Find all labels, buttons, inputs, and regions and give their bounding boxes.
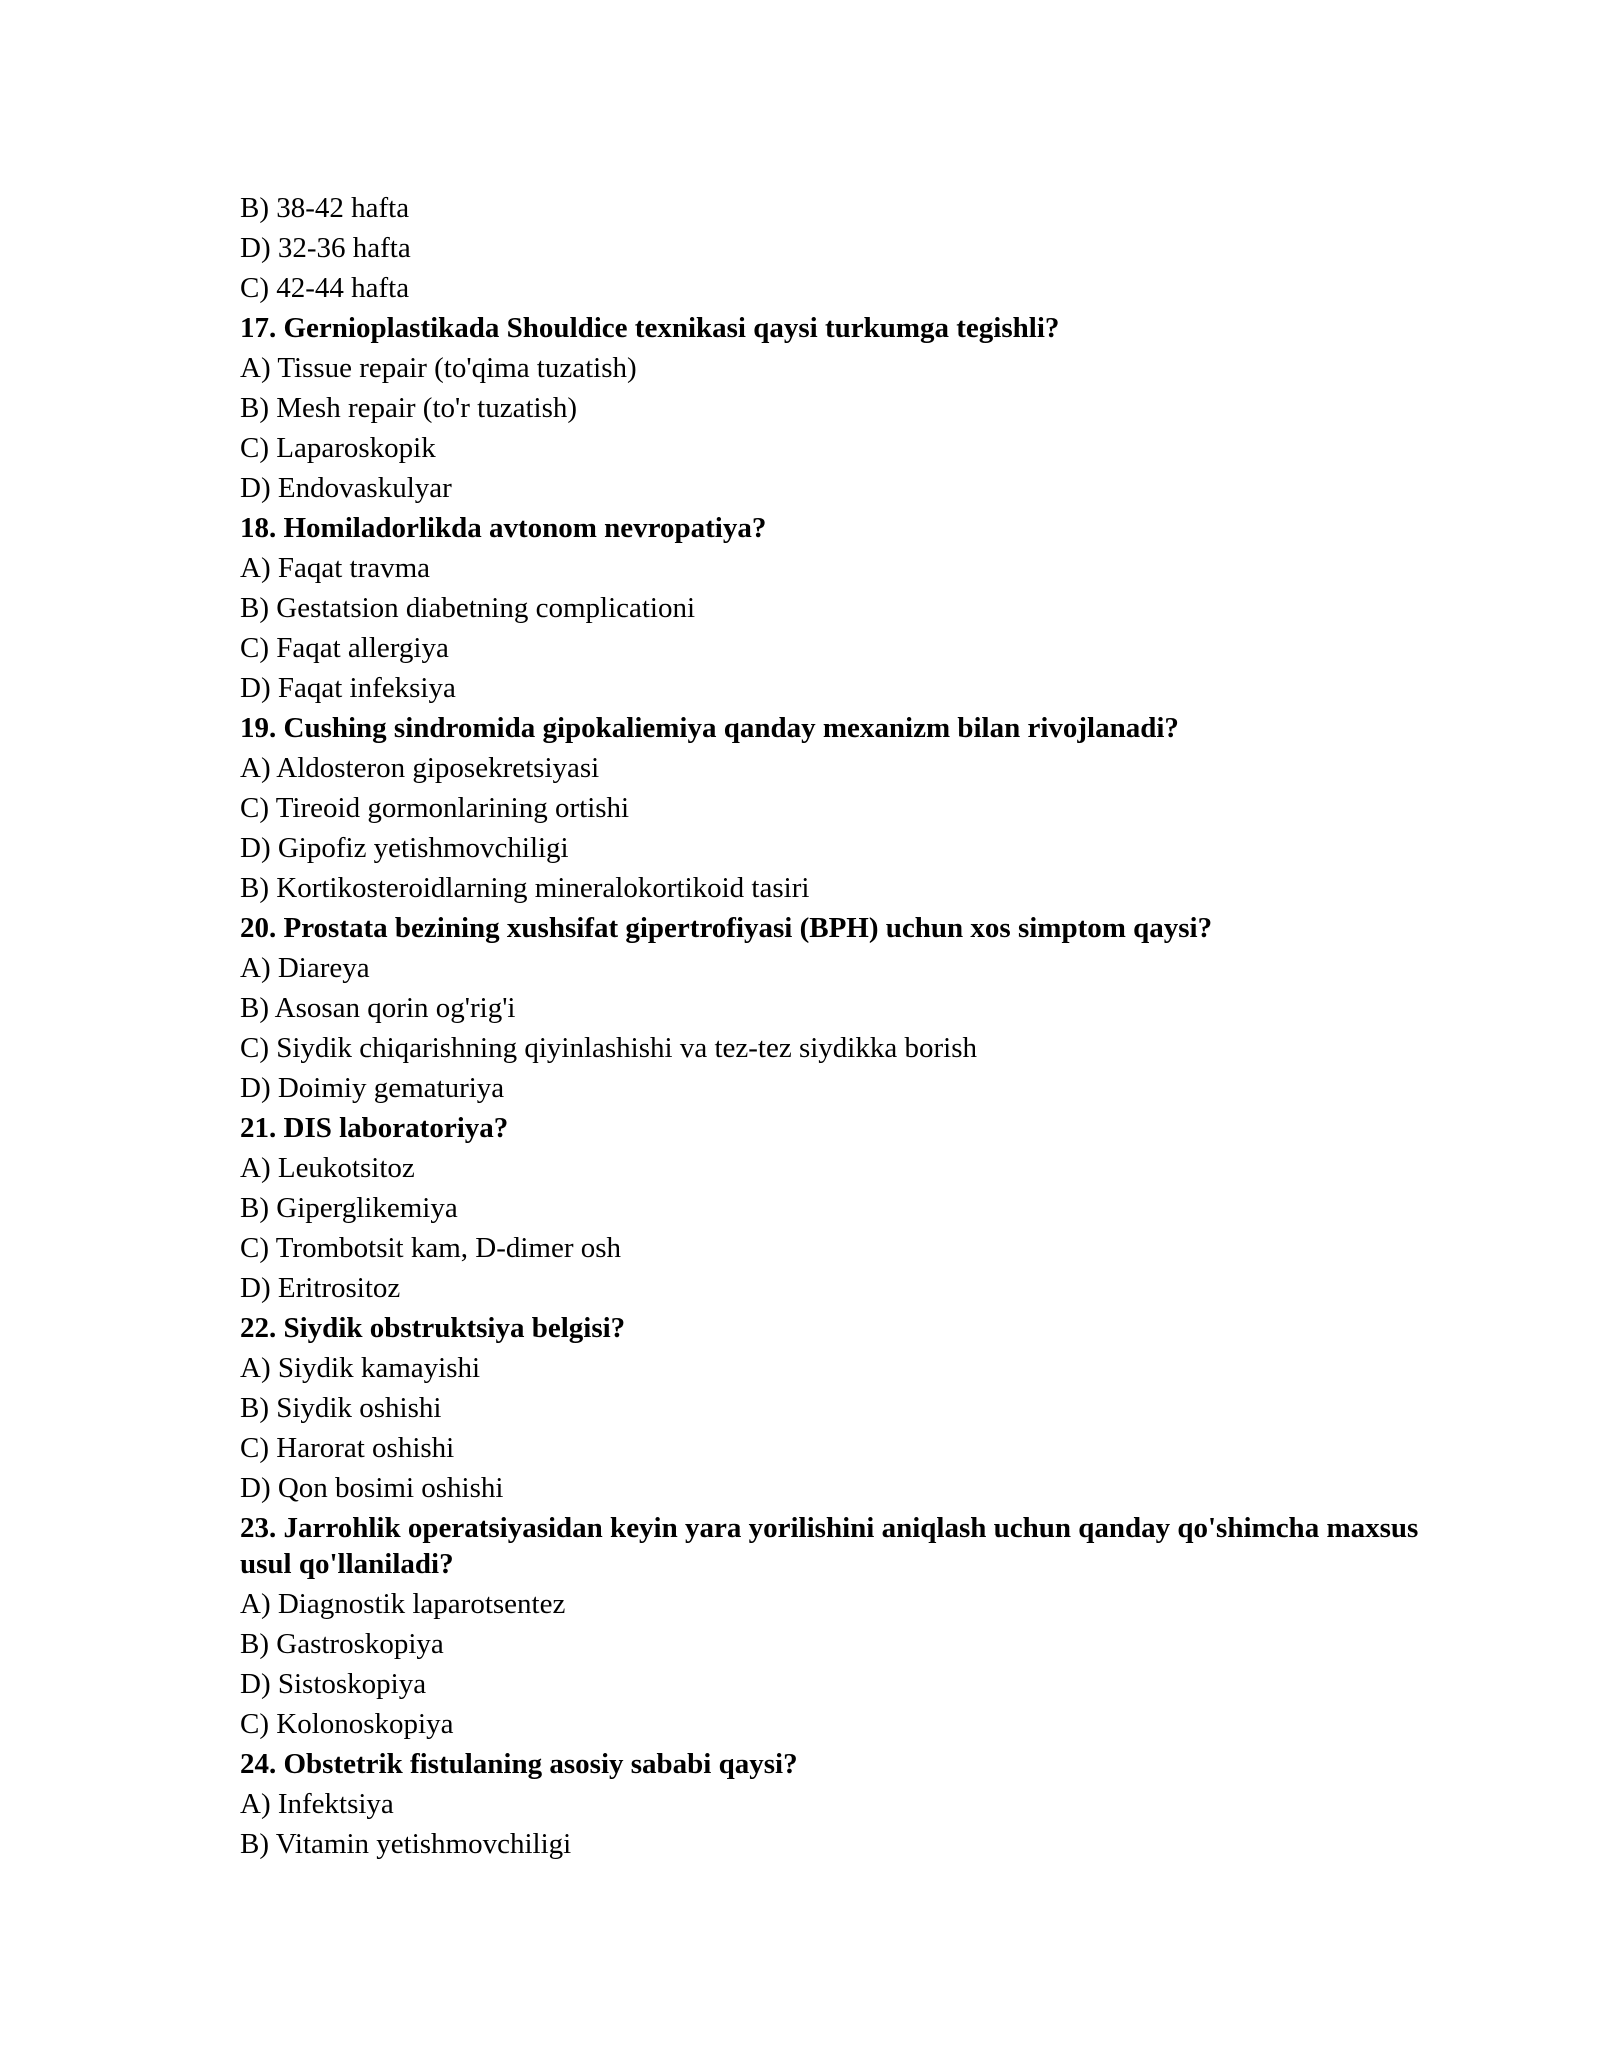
quiz-content xyxy=(240,188,1440,1864)
answer-option: B) Vitamin yetishmovchiligi xyxy=(240,1828,572,1860)
answer-option: C) Kolonoskopiya xyxy=(240,1708,454,1740)
question-heading: 19. Cushing sindromida gipokaliemiya qanday mexanizm bilan rivojlanadi? xyxy=(240,712,1179,744)
answer-option: A) Diagnostik laparotsentez xyxy=(240,1588,566,1620)
answer-option: D) Sistoskopiya xyxy=(240,1668,427,1700)
question-heading: 18. Homiladorlikda avtonom nevropatiya? xyxy=(240,512,767,544)
answer-option: C) Trombotsit kam, D-dimer osh xyxy=(240,1232,622,1264)
answer-option: C) Harorat oshishi xyxy=(240,1432,455,1464)
answer-option: B) Giperglikemiya xyxy=(240,1192,458,1224)
answer-option: C) Siydik chiqarishning qiyinlashishi va tez-tez siydikka borish xyxy=(240,1032,977,1064)
question-heading: 17. Gernioplastikada Shouldice texnikasi qaysi turkumga tegishli? xyxy=(240,312,1060,344)
answer-option: D) 32-36 hafta xyxy=(240,232,411,264)
answer-option: A) Infektsiya xyxy=(240,1788,394,1820)
answer-option: B) Mesh repair (to'r tuzatish) xyxy=(240,392,578,424)
answer-option: D) Doimiy gematuriya xyxy=(240,1072,505,1104)
answer-option: C) 42-44 hafta xyxy=(240,272,410,304)
answer-option: C) Tireoid gormonlarining ortishi xyxy=(240,792,630,824)
answer-option: A) Aldosteron giposekretsiyasi xyxy=(240,752,600,784)
question-heading: 24. Obstetrik fistulaning asosiy sababi qaysi? xyxy=(240,1748,798,1780)
answer-option: B) 38-42 hafta xyxy=(240,192,410,224)
answer-option: C) Laparoskopik xyxy=(240,432,436,464)
answer-option: D) Eritrositoz xyxy=(240,1272,401,1304)
answer-option: B) Kortikosteroidlarning mineralokortikoid tasiri xyxy=(240,872,810,904)
answer-option: A) Tissue repair (to'qima tuzatish) xyxy=(240,352,637,384)
question-heading: 21. DIS laboratoriya? xyxy=(240,1112,509,1144)
answer-option: A) Siydik kamayishi xyxy=(240,1352,481,1384)
question-heading: 23. Jarrohlik operatsiyasidan keyin yara yorilishini aniqlash uchun qanday qo'shimcha maxsus usul qo'llaniladi? xyxy=(240,1512,1419,1580)
answer-option: A) Leukotsitoz xyxy=(240,1152,415,1184)
answer-option: C) Faqat allergiya xyxy=(240,632,449,664)
answer-option: B) Gastroskopiya xyxy=(240,1628,444,1660)
answer-option: B) Asosan qorin og'rig'i xyxy=(240,992,516,1024)
answer-option: D) Faqat infeksiya xyxy=(240,672,456,704)
answer-option: A) Faqat travma xyxy=(240,552,431,584)
answer-option: D) Gipofiz yetishmovchiligi xyxy=(240,832,569,864)
answer-option: B) Siydik oshishi xyxy=(240,1392,442,1424)
answer-option: A) Diareya xyxy=(240,952,370,984)
answer-option: D) Qon bosimi oshishi xyxy=(240,1472,504,1504)
answer-option: D) Endovaskulyar xyxy=(240,472,452,504)
answer-option: B) Gestatsion diabetning complicationi xyxy=(240,592,696,624)
question-heading: 20. Prostata bezining xushsifat gipertrofiyasi (BPH) uchun xos simptom qaysi? xyxy=(240,912,1213,944)
question-heading: 22. Siydik obstruktsiya belgisi? xyxy=(240,1312,626,1344)
